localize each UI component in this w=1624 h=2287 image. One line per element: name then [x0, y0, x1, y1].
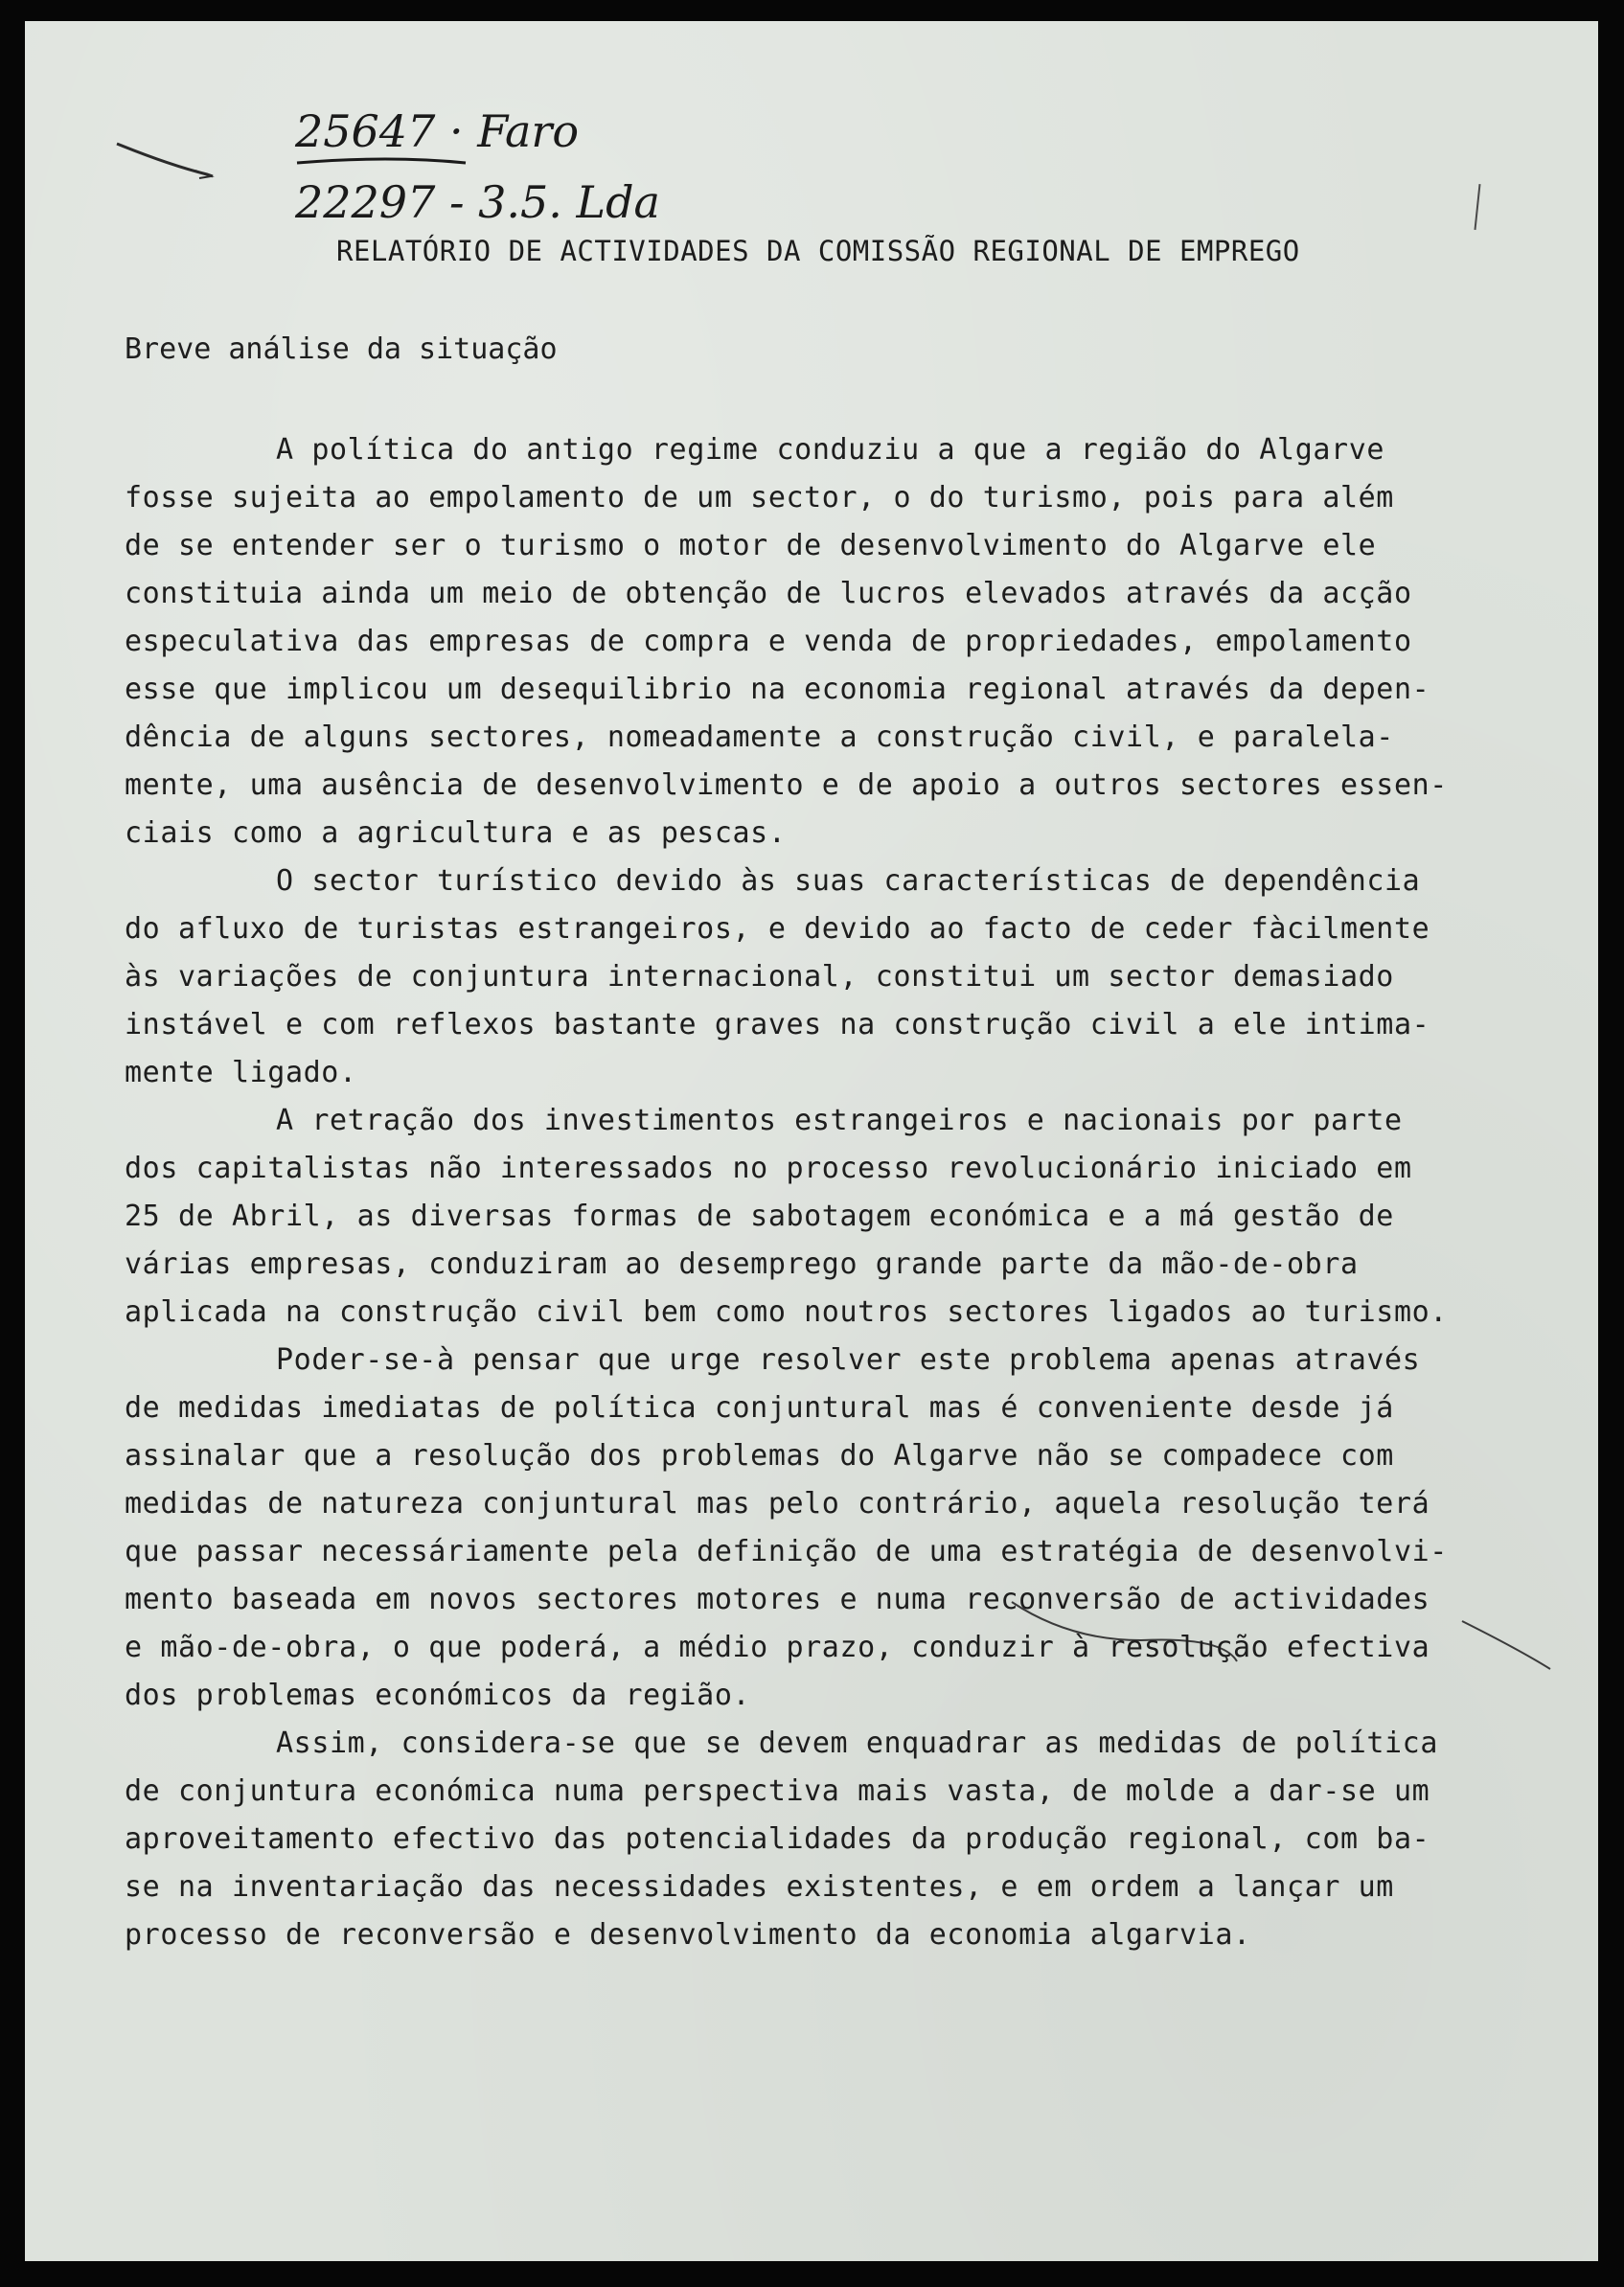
- body-line: instável e com reflexos bastante graves na construção civil a ele intima-: [125, 1008, 1430, 1041]
- body-line: do afluxo de turistas estrangeiros, e devido ao facto de ceder fàcilmente: [125, 912, 1430, 946]
- body-line: O sector turístico devido às suas características de dependência: [276, 864, 1421, 898]
- body-line: constituia ainda um meio de obtenção de lucros elevados através da acção: [125, 577, 1412, 610]
- body-line: às variações de conjuntura internacional, constitui um sector demasiado: [125, 960, 1394, 994]
- body-line: Poder-se-à pensar que urge resolver este problema apenas através: [276, 1343, 1421, 1377]
- body-line: A retração dos investimentos estrangeiros e nacionais por parte: [276, 1104, 1403, 1137]
- section-heading: Breve análise da situação: [125, 332, 558, 366]
- body-line: de conjuntura económica numa perspectiva mais vasta, de molde a dar-se um: [125, 1774, 1430, 1808]
- handwritten-note-line-1: 25647 · Faro: [295, 105, 580, 157]
- handwritten-note-line-2: 22297 - 3.5. Lda: [295, 176, 660, 228]
- body-line: e mão-de-obra, o que poderá, a médio prazo, conduzir à resolução efectiva: [125, 1631, 1430, 1664]
- document-title: RELATÓRIO DE ACTIVIDADES DA COMISSÃO REGIONAL DE EMPREGO: [336, 235, 1300, 267]
- body-line: mente ligado.: [125, 1056, 357, 1089]
- body-line: fosse sujeita ao empolamento de um sector, o do turismo, pois para além: [125, 481, 1394, 515]
- body-line: processo de reconversão e desenvolvimento da economia algarvia.: [125, 1918, 1251, 1952]
- body-line: de medidas imediatas de política conjuntural mas é conveniente desde já: [125, 1391, 1394, 1425]
- body-line: 25 de Abril, as diversas formas de sabotagem económica e a má gestão de: [125, 1200, 1394, 1233]
- body-line: mento baseada em novos sectores motores e numa reconversão de actividades: [125, 1583, 1430, 1616]
- body-line: esse que implicou um desequilibrio na economia regional através da depen-: [125, 673, 1430, 706]
- body-line: especulativa das empresas de compra e venda de propriedades, empolamento: [125, 625, 1412, 658]
- underline-stroke: [297, 159, 466, 163]
- body-line: várias empresas, conduziram ao desemprego grande parte da mão-de-obra: [125, 1247, 1359, 1281]
- body-line: de se entender ser o turismo o motor de desenvolvimento do Algarve ele: [125, 529, 1377, 562]
- body-line: Assim, considera-se que se devem enquadrar as medidas de política: [276, 1727, 1438, 1760]
- body-line: aplicada na construção civil bem como noutros sectores ligados ao turismo.: [125, 1295, 1448, 1329]
- body-line: mente, uma ausência de desenvolvimento e de apoio a outros sectores essen-: [125, 768, 1448, 802]
- ink-curve-mark-2: [1462, 1621, 1550, 1669]
- body-line: dência de alguns sectores, nomeadamente a construção civil, e paralela-: [125, 720, 1394, 754]
- body-line: A política do antigo regime conduziu a que a região do Algarve: [276, 433, 1385, 467]
- document-page: [25, 21, 1598, 2261]
- body-line: dos problemas económicos da região.: [125, 1679, 751, 1712]
- body-line: aproveitamento efectivo das potencialidades da produção regional, com ba-: [125, 1822, 1430, 1856]
- body-line: se na inventariação das necessidades existentes, e em ordem a lançar um: [125, 1870, 1394, 1904]
- body-line: ciais como a agricultura e as pescas.: [125, 816, 787, 850]
- body-line: dos capitalistas não interessados no processo revolucionário iniciado em: [125, 1152, 1412, 1185]
- body-line: assinalar que a resolução dos problemas do Algarve não se compadece com: [125, 1439, 1394, 1473]
- body-line: que passar necessáriamente pela definição de uma estratégia de desenvolvi-: [125, 1535, 1448, 1568]
- body-line: medidas de natureza conjuntural mas pelo contrário, aquela resolução terá: [125, 1487, 1430, 1521]
